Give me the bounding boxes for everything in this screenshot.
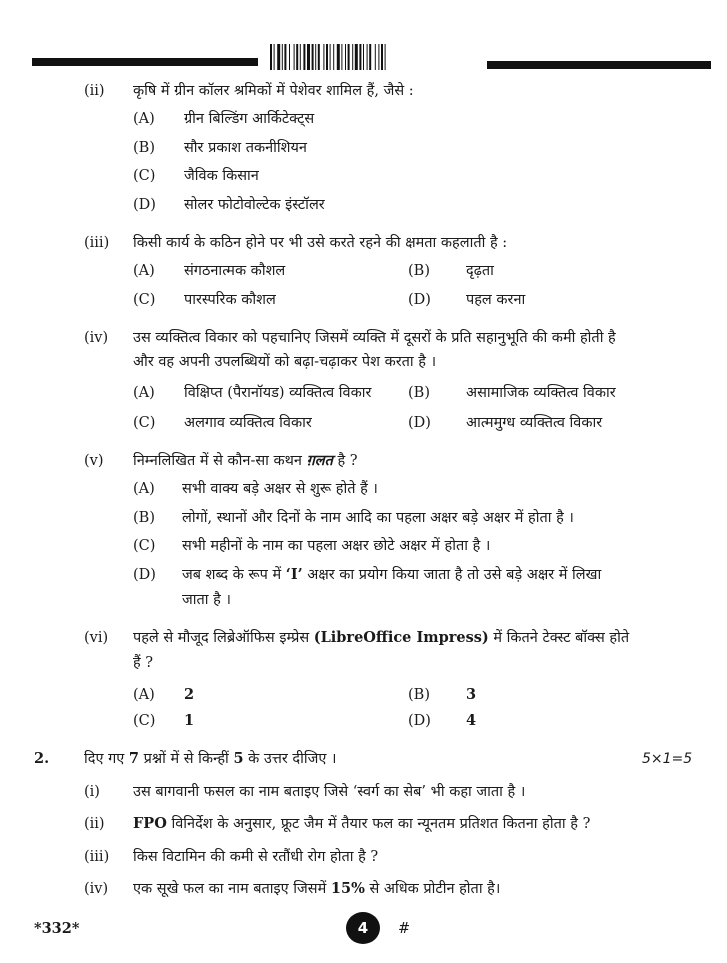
header-bar-left (32, 58, 258, 66)
q2-instr-n2: 5 (233, 750, 244, 767)
q-vi-opt-c: 1 (184, 712, 195, 729)
q-v-text (133, 452, 358, 470)
q2-ii-number: (ii) (84, 816, 105, 832)
q-v-opt-d-line1 (182, 566, 601, 584)
q2-iv-pre: एक सूखे फल का नाम बताइए जिसमें (133, 881, 331, 897)
footer-hash: # (398, 921, 411, 937)
q-v-opt-d-pre: जब शब्द के रूप में (182, 567, 286, 583)
q2-instr-mid: प्रश्नों में से किन्हीं (138, 751, 234, 767)
q-iii-text: किसी कार्य के कठिन होने पर भी उसे करते रहने की क्षमता कहलाती है : (133, 235, 508, 251)
q-vi-opt-d-label: (D) (408, 713, 431, 729)
q2-i-text: उस बागवानी फसल का नाम बताइए जिसे ‘स्वर्ग का सेब’ भी कहा जाता है । (133, 784, 526, 800)
q-ii-number: (ii) (84, 83, 105, 99)
q-ii-opt-a: ग्रीन बिल्डिंग आर्किटेक्ट्स (184, 111, 315, 127)
q2-instr-post: के उत्तर दीजिए । (243, 751, 337, 767)
q-iv-opt-d-label: (D) (408, 415, 431, 431)
q2-iv-percent: 15% (330, 880, 365, 897)
q-v-opt-c-label: (C) (133, 538, 156, 554)
q-v-number: (v) (84, 453, 104, 469)
q-vi-text-line2: हैं ? (133, 655, 154, 671)
q-ii-opt-d-label: (D) (133, 197, 156, 213)
q-iv-text-line2: और वह अपनी उपलब्धियों को बढ़ा-चढ़ाकर पेश करता है । (133, 354, 437, 370)
q-vi-opt-b: 3 (466, 686, 477, 703)
q2-instr-n1: 7 (128, 750, 139, 767)
q2-number: 2. (34, 750, 50, 767)
q-v-opt-d-line2: जाता है । (182, 592, 231, 608)
footer-code: *332* (34, 920, 80, 937)
q-iv-opt-c: अलगाव व्यक्तित्व विकार (184, 415, 312, 431)
q-ii-opt-c-label: (C) (133, 168, 156, 184)
page-number: 4 (346, 912, 380, 944)
q-iii-opt-a: संगठनात्मक कौशल (184, 263, 286, 279)
q-v-opt-d-letter: ‘I’ (285, 566, 303, 583)
q-iii-number: (iii) (84, 235, 110, 251)
q-vi-opt-b-label: (B) (408, 687, 430, 703)
q-iv-opt-b: असामाजिक व्यक्तित्व विकार (466, 385, 616, 401)
q-v-opt-a: सभी वाक्य बड़े अक्षर से शुरू होते हैं । (182, 481, 378, 497)
q-iii-opt-b: दृढ़ता (466, 263, 494, 279)
q2-iv-number: (iv) (84, 881, 109, 897)
q2-iv-rest: से अधिक प्रोटीन होता है। (364, 881, 501, 897)
q-ii-opt-c: जैविक किसान (184, 168, 259, 184)
q2-iv-text (133, 880, 500, 898)
barcode-icon (270, 44, 472, 70)
q-iv-text-line1: उस व्यक्तित्व विकार को पहचानिए जिसमें व्यक्ति में दूसरों के प्रति सहानुभूति की कमी होती है (133, 330, 616, 346)
q-v-opt-b: लोगों, स्थानों और दिनों के नाम आदि का पहला अक्षर बड़े अक्षर में होता है । (182, 510, 574, 526)
q2-iii-text: किस विटामिन की कमी से रतौंधी रोग होता है ? (133, 849, 379, 865)
q-iii-opt-b-label: (B) (408, 263, 430, 279)
q-iv-opt-a: विक्षिप्त (पैरानॉयड) व्यक्तित्व विकार (184, 385, 372, 401)
q2-marks: 5×1=5 (642, 751, 693, 767)
q-ii-opt-b: सौर प्रकाश तकनीशियन (184, 140, 307, 156)
q-v-text-emphasis: ग़लत (306, 452, 333, 469)
q2-ii-text (133, 815, 590, 833)
q-iv-opt-a-label: (A) (133, 385, 155, 401)
q-v-opt-a-label: (A) (133, 481, 155, 497)
q-v-opt-c: सभी महीनों के नाम का पहला अक्षर छोटे अक्षर में होता है । (182, 538, 491, 554)
q-vi-opt-a-label: (A) (133, 687, 155, 703)
q2-i-number: (i) (84, 784, 100, 800)
q-vi-opt-a: 2 (184, 686, 195, 703)
q2-ii-fpo: FPO (133, 815, 167, 832)
q2-instr-pre: दिए गए (84, 751, 129, 767)
q-vi-text-line1 (133, 629, 629, 647)
q-v-text-pre: निम्नलिखित में से कौन-सा कथन (133, 453, 307, 469)
q-ii-text: कृषि में ग्रीन कॉलर श्रमिकों में पेशेवर शामिल हैं, जैसे : (133, 83, 414, 99)
q-iv-number: (iv) (84, 330, 109, 346)
q-ii-opt-d: सोलर फोटोवोल्टेक इंस्टॉलर (184, 197, 325, 213)
q-vi-text-app: (LibreOffice Impress) (313, 629, 489, 646)
q-v-opt-b-label: (B) (133, 510, 155, 526)
q-iv-opt-c-label: (C) (133, 415, 156, 431)
q-ii-opt-a-label: (A) (133, 111, 155, 127)
q2-instruction (84, 750, 336, 768)
q-iii-opt-d-label: (D) (408, 292, 431, 308)
q-v-text-post: है ? (332, 453, 358, 469)
q2-ii-rest: विनिर्देश के अनुसार, फ्रूट जैम में तैयार फल का न्यूनतम प्रतिशत कितना होता है ? (166, 816, 591, 832)
q-iii-opt-c-label: (C) (133, 292, 156, 308)
q-iii-opt-a-label: (A) (133, 263, 155, 279)
q-iii-opt-d: पहल करना (466, 292, 526, 308)
q2-iii-number: (iii) (84, 849, 110, 865)
q-vi-text-pre: पहले से मौजूद लिब्रेऑफिस इम्प्रेस (133, 630, 314, 646)
q-iv-opt-b-label: (B) (408, 385, 430, 401)
header-bar-right (487, 61, 711, 69)
q-ii-opt-b-label: (B) (133, 140, 155, 156)
q-v-opt-d-label: (D) (133, 567, 156, 583)
q-vi-opt-d: 4 (466, 712, 477, 729)
q-vi-number: (vi) (84, 630, 109, 646)
q-iii-opt-c: पारस्परिक कौशल (184, 292, 276, 308)
q-iv-opt-d: आत्ममुग्ध व्यक्तित्व विकार (466, 415, 603, 431)
q-vi-text-post: में कितने टेक्स्ट बॉक्स होते (488, 630, 630, 646)
q-vi-opt-c-label: (C) (133, 713, 156, 729)
q-v-opt-d-post: अक्षर का प्रयोग किया जाता है तो उसे बड़े अक्षर में लिखा (302, 567, 602, 583)
